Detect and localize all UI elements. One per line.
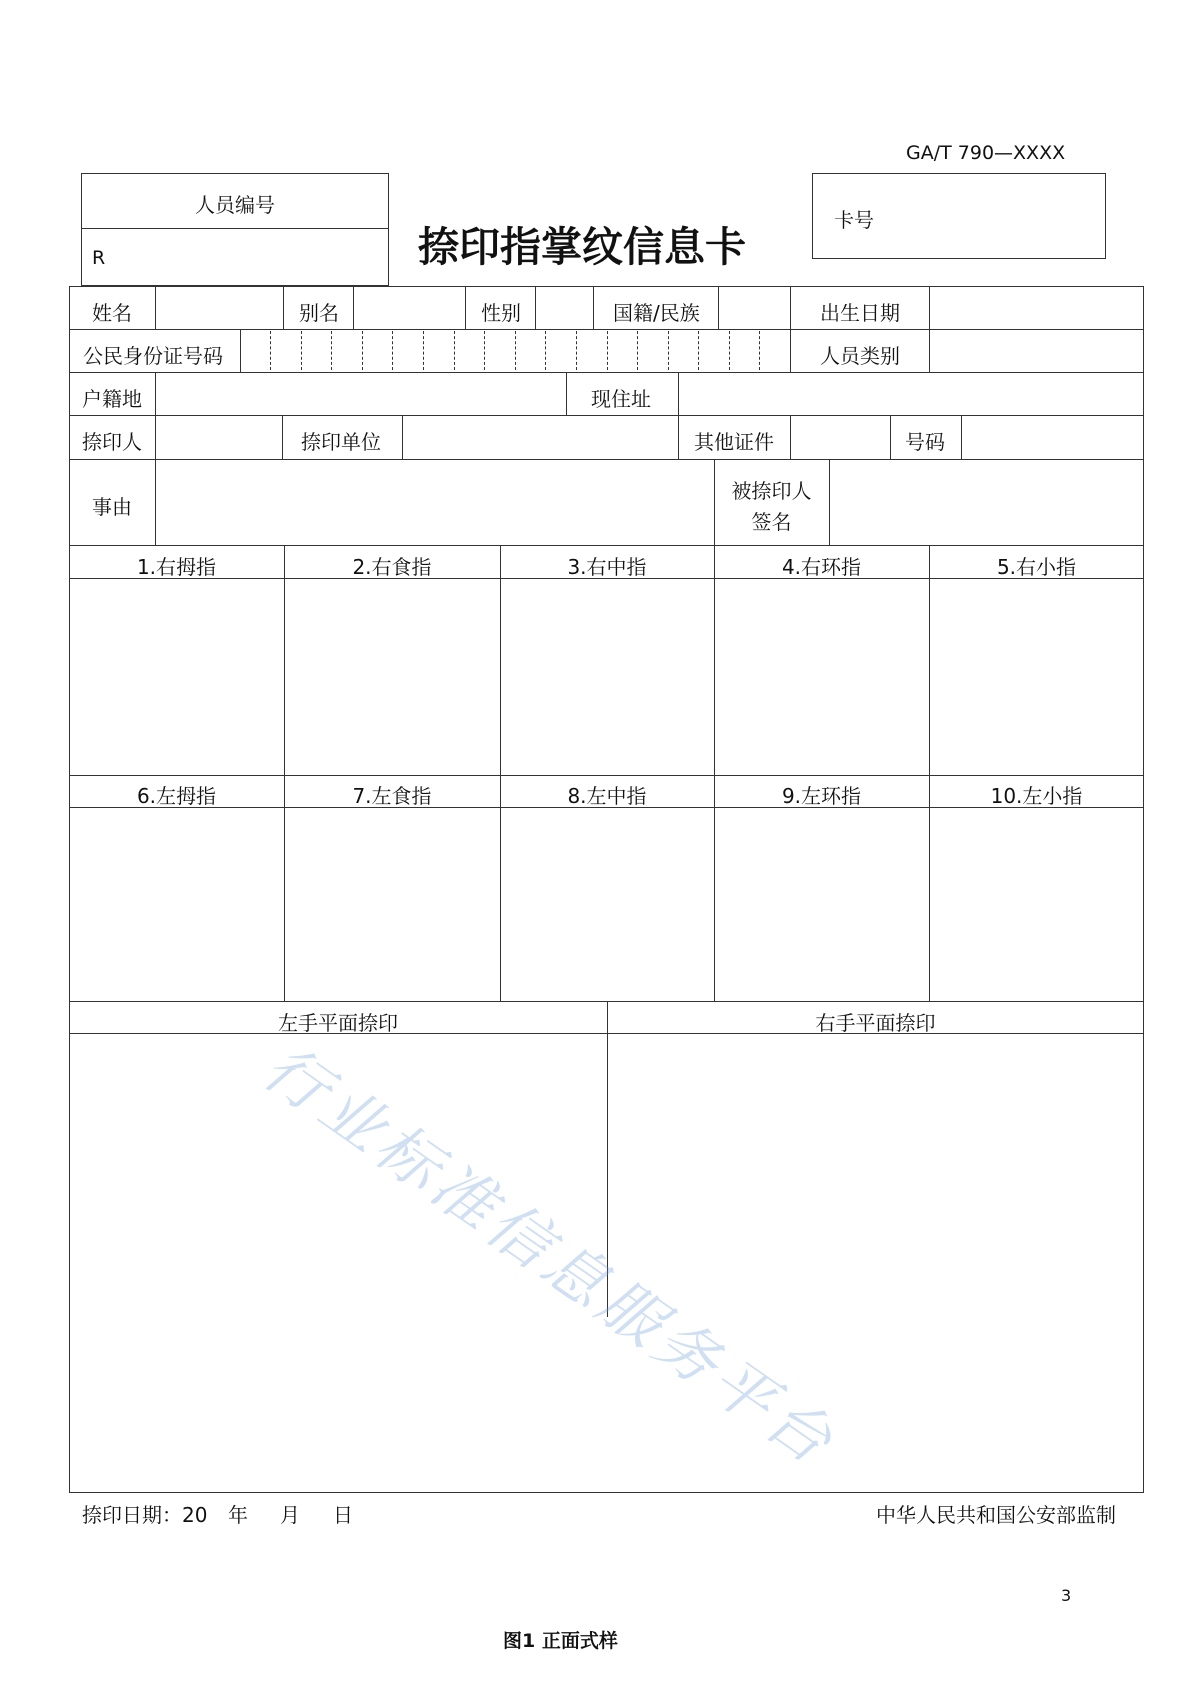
col-divider — [678, 415, 679, 459]
card-number-label: 卡号 — [834, 208, 874, 232]
id-digit-cell — [301, 331, 302, 370]
printer-label: 捺印人 — [82, 430, 142, 454]
col-divider — [790, 286, 791, 372]
alias-label: 别名 — [299, 301, 339, 325]
id-number-label: 公民身份证号码 — [83, 344, 223, 368]
col-divider — [282, 415, 283, 459]
id-digit-cell — [607, 331, 608, 370]
col-divider — [465, 286, 466, 329]
print-date-day: 日 — [333, 1503, 353, 1527]
row-divider — [69, 775, 1144, 776]
id-digit-cell — [362, 331, 363, 370]
supervisor-text: 中华人民共和国公安部监制 — [876, 1503, 1116, 1527]
col-divider — [829, 459, 830, 545]
finger-label-left-ring: 9.左环指 — [781, 784, 862, 808]
col-divider — [155, 372, 156, 415]
figure-caption: 图1 正面式样 — [503, 1630, 618, 1652]
id-digit-cell — [698, 331, 699, 370]
col-divider — [155, 459, 156, 545]
finger-col-divider — [714, 545, 715, 1001]
finger-label-right-middle: 3.右中指 — [567, 555, 647, 579]
person-category-label: 人员类别 — [820, 344, 900, 368]
watermark: 行业标准信息服务平台 — [250, 1030, 850, 1481]
signature-label-line2: 签名 — [751, 510, 792, 534]
right-palm-label: 右手平面捺印 — [815, 1011, 936, 1035]
finger-col-divider — [284, 545, 285, 1001]
other-id-label: 其他证件 — [694, 430, 774, 454]
birth-date-label: 出生日期 — [820, 301, 900, 325]
col-divider — [718, 286, 719, 329]
col-divider — [929, 286, 930, 372]
col-divider — [240, 329, 241, 372]
col-divider — [593, 286, 594, 329]
id-digit-cell — [729, 331, 730, 370]
col-divider — [678, 372, 679, 415]
nationality-label: 国籍/民族 — [613, 301, 700, 325]
current-address-label: 现住址 — [591, 387, 651, 411]
print-date-month: 月 — [280, 1503, 300, 1527]
gender-label: 性别 — [481, 301, 521, 325]
col-divider — [155, 415, 156, 459]
row-divider — [69, 459, 1144, 460]
col-divider — [790, 415, 791, 459]
finger-col-divider — [500, 545, 501, 1001]
row-divider — [69, 545, 1144, 546]
col-divider — [566, 372, 567, 415]
id-digit-cell — [270, 331, 271, 370]
left-palm-label: 左手平面捺印 — [278, 1011, 398, 1035]
person-number-label: 人员编号 — [195, 193, 275, 217]
print-date-year: 年 — [228, 1503, 248, 1527]
id-digit-cell — [331, 331, 332, 370]
row-divider — [69, 415, 1144, 416]
col-divider — [535, 286, 536, 329]
id-digit-cell — [515, 331, 516, 370]
print-date-label: 捺印日期：20 — [82, 1503, 208, 1527]
col-divider — [890, 415, 891, 459]
person-number-divider — [81, 228, 389, 229]
id-digit-cell — [637, 331, 638, 370]
id-digit-cell — [759, 331, 760, 370]
finger-label-left-thumb: 6.左拇指 — [136, 784, 217, 808]
id-digit-cell — [423, 331, 424, 370]
id-digit-cell — [484, 331, 485, 370]
col-divider — [402, 415, 403, 459]
person-number-value: R — [92, 247, 106, 269]
col-divider — [961, 415, 962, 459]
card-title: 捺印指掌纹信息卡 — [418, 223, 746, 271]
id-digit-cell — [545, 331, 546, 370]
row-divider — [69, 329, 1144, 330]
id-digit-cell — [668, 331, 669, 370]
col-divider — [283, 286, 284, 329]
col-divider — [155, 286, 156, 329]
name-label: 姓名 — [92, 301, 132, 325]
page-number: 3 — [1061, 1586, 1072, 1605]
household-address-label: 户籍地 — [82, 387, 142, 411]
finger-label-right-ring: 4.右环指 — [781, 555, 862, 579]
col-divider — [353, 286, 354, 329]
finger-label-left-index: 7.左食指 — [352, 784, 432, 808]
print-unit-label: 捺印单位 — [301, 430, 381, 454]
id-digit-cell — [454, 331, 455, 370]
signature-label-line1: 被捺印人 — [731, 479, 812, 503]
finger-label-left-middle: 8.左中指 — [567, 784, 647, 808]
id-digit-cell — [392, 331, 393, 370]
finger-label-right-thumb: 1.右拇指 — [136, 555, 217, 579]
standard-code: GA/T 790—XXXX — [906, 142, 1066, 164]
finger-label-right-little: 5.右小指 — [996, 555, 1077, 579]
number-label: 号码 — [905, 430, 945, 454]
id-digit-cell — [576, 331, 577, 370]
finger-label-left-little: 10.左小指 — [990, 784, 1083, 808]
finger-label-right-index: 2.右食指 — [352, 555, 432, 579]
reason-label: 事由 — [92, 495, 132, 519]
row-divider — [69, 372, 1144, 373]
finger-col-divider — [929, 545, 930, 1001]
